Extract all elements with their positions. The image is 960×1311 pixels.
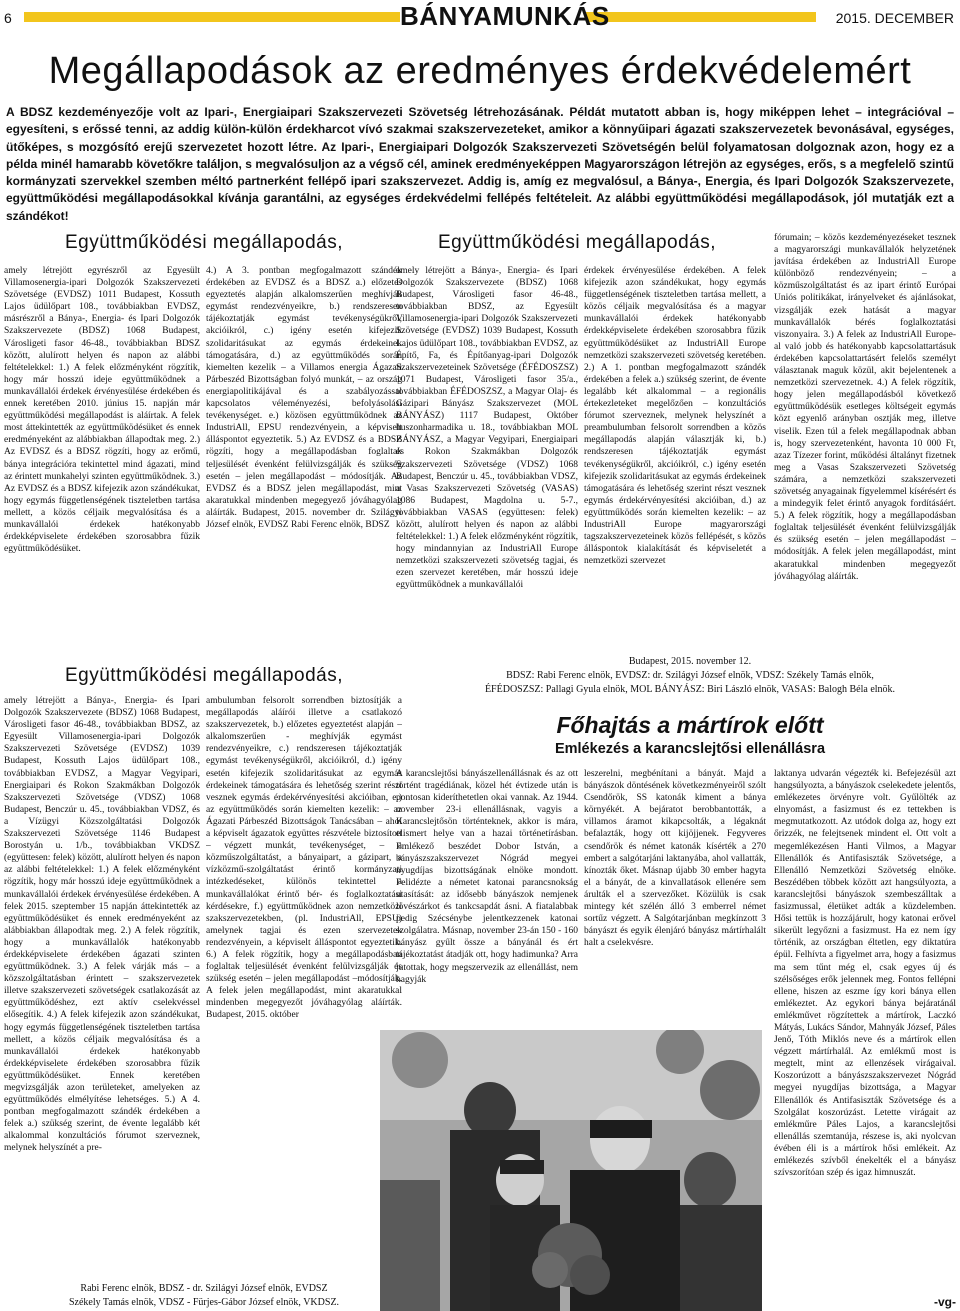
article-text-1: A karancslejtősi bányászellenállásnak és az ott történt tragédiának, közel hét évtizede után is pontosan kideríthetetlen okai vannak. Az 1944. november 23-i ellenállásnak, vagyis a Karancslejtősön történteknek, akkor is mára, elismert helye van a hazai történetírásban. Emlékező beszédet Dobor István, a bányászszakszervezet Nógrád megyei nyugdíjas bizottságának elnöke mondott. Felidézte a németet katonai parancsnokság utasítását: az idősebb bányászok nemjenek lövészárkot és tankcsapdát ásni. A fiatalabbak pedig Szécsénybe jelentkezzenek katonai szolgálatra. Másnap, november 23-án 150 - 160 bányász gyűlt össze a bányánál és ért tájékoztatást átadják ott, hogy hadimunka? Arra jutottak, hogy megszervezik az ellenállást, nem hagyják <box>396 769 578 985</box>
memorial-photo <box>380 1030 762 1311</box>
agreement3-text-1: amely létrejött a Bánya-, Energia- és Ipari Dolgozók Szakszervezete (BDSZ) 1068 Budapest, Városligeti fasor 46-48., továbbiakban BDSZ, az Egyesült Villamosenergia-ipari Dolgozók Szakszervezeti Szövetsége (EVDSZ) 1039 Budapest, Kossuth Lajos üdülőpart 108., továbbiakban EVDSZ, a Magyar Vegyipari, Energiaipari és Rokon Szakmákban Dolgozók Szakszervezeti Szövetsége (VDSZ) 1068 Budapest, Benczúr u. 45., továbbiakban VDSZ, és a Vízügyi Közszolgáltatási Dolgozók Szakszervezeti Szövetsége 1146 Budapest Borostyán u. 1/b., továbbiakban VKDSZ (együttesen: felek) között, alulírott helyen és napon az alábbi feltételekkel: 1.) A felek előzményként rögzítik, hogy már hosszú ideje együttműködnek a munkavállalói érdekek érvényesülése érdekében. A felek 2015. szeptember 15 napján áttekintették az együttműködésüket és ennek eredményeként az alábbiakban állapodtak meg. 2.) A felek rögzítik, hogy a munkavállalók hatékonyabb érdekképviselete érdekében ágazati szinten együttműködnek. 3.) A felek várják más – a közszolgáltatásban érintett – szakszervezetek illetve szakszervezeti szövetségek csatlakozását az együttműködéshez, ezt aktív cselekvéssel elősegítik. 4.) A felek kifejezik azon szándékukat, hogy egymás függetlenségének tiszteletben tartása mellett, a közös céljaik megvalósítása és a munkavállalói érdekek hatékonyabb érdekképviselete érdekében szorosabbra fűzik együttműködésüket. Ennek keretében megvizsgálják azon területeket, amelyeken az együttműködés elmélyítése lehetséges. 5.) A 4. pontban megfogalmazott szándék érdekében a felek a.) szükség szerint, de évente legalább két alkalommal konzultációs fórumot szerveznek, melynek helyszínét a pre- <box>4 696 200 1154</box>
page-header <box>0 0 960 40</box>
article-text-3: laktanya udvarán végezték ki. Befejezésül azt hangsúlyozta, a bányászok cselekedete jelentős, emlékezetes örvényre volt. Gyűlölték az elnyomást, a fasizmust és ez tettekben is megmutatkozott. Az utódok dolga az, hogy ezt őrizzék, ne felejtsenek mindent el. Ott volt a megemlékezésen Hanti Vilmos, a Magyar Ellenállók és Antifasiszták Szövetsége, a Ellenálló Nemzetközi Szövetség elnöke. Beszédében többek között azt hangsúlyozta, a karancslejtősi bányászok szembeszálltak a fasizmussal, életüket adták a küzdelemben. Hősi tettük is hozzájárult, hogy katonai erővel sikerült legyőzni a fasizmust. Ha ez nem így történik, az országban éltetlen, egy diktatúra épül. Felhívta a figyelmet arra, hogy a fasizmus ma sem tűnt még el, csak egyes új és szélsőséges erők jelennek meg. Fontos fellépni ellene, hiszen az eszme így kori bánya ellen emlékeztet. Az egykori bánya bejáratánál emlékművet rögzítettek a mártírok, Laczkó Mátyás, Lukács Sándor, Mahnyák József, Páles Jenő, Tóth Miklós neve és a mártírok ellen végzett mártírhalál. Az emlékmű most is megtelt, mint az ellenzések virágaival. Koszorúzott a bányászszakszervezet Nógrád megyei nyugdíjas bizottsága, a Magyar Ellenállók és Antifasiszták Szövetsége és a Szolgálat koszorúzást. Letette virágait az emlékműre Páles Lajos, a karancslejtősi ellenállás szemtanúja, részese is, aki nyolcvan évében éli is a mártírok hősi emlékeit. Az emlékezés szívből énekelték el a bányász szívszorítóan szép és igaz himnuszát. <box>774 769 956 1179</box>
agreement2-text-3: fórumain; – közös kezdeményezéseket tesznek a magyarországi munkavállalók helyzetének javítása érdekében az IndustriAll Europe különböző rendezvényein; – a közműszolgáltatást és az ipart érintő Európai Uniós politikákat, irányelveket és ajánlásokat, vizsgálják ezek hatását a magyar munkavállalók bérés foglalkoztatási viszonyaira. 3.) A felek az IndustriAll Europe-al való jobb és hatékonyabb kapcsolattartásuk érdekében kapcsolattartásért felelős személyt választanak maguk közül, akit bejelentenek a nemzetközi szervezetnek. 4.) A felek rögzítik, hogy jelen megállapodásból következő együttműködésük esetleges költségeit egymás közt egyenlő arányban osztják meg, illetve viselik. Ezen túl a felek megállapodnak abban is, hogy szervezetenként, havonta 10 000 Ft, azaz Tízezer forint, működési általányt fizetnek meg a Vasas Szakszervezeti Szövetség számára, a nemzetközi szakszervezeti szövetség anyagainak fígyelemmel kísérésért és a mindegyik felet érintő anyagok fordításáért. 5.) A felek rögzítik, hogy a megállapodásban foglaltak teljesülését évenként felülvizsgálják és szükség esetén – jelen megállapodást –módosítják. A felek jelen megállapodást, mint akaratukkal mindenben megegyezőt jóváhagyólag aláírták. <box>774 233 956 582</box>
article-text-2: leszerelni, megbénítani a bányát. Majd a bányászok döntésének következményeiről szólt Csendőrök, SS katonák kiment a bánya környékét. A bejáratot berobbantották, a villamos áramot kikapcsolták, a légaknát befalazták, hogy ott kijöjjenek. Fegyveres csendőrök és német katonák kísérték a 270 embert a salgótarjáni laktanyába, ahol vallatták, kínozták őket. Másnap újabb 30 ember hagyta el a bányát, de a kinvallatások ellenére sem árulták el a szervezőket. Közülük is csak mintegy két szélén álló 3 emberrel német sortűz végzett. A Salgótarjánban megkínzott 3 bányászt és egyik élenjáró bányász mártírhalált halt a cselekvésre. <box>584 769 766 949</box>
agreement3-title: Együttműködési megállapodás, <box>64 665 344 686</box>
photo-illustration <box>380 1030 762 1311</box>
agreement2-column-2 <box>584 265 766 650</box>
page-number-bottom: -vg- <box>934 1295 956 1309</box>
agreement2-column-1 <box>396 265 578 650</box>
agreement1-column-2 <box>206 265 402 650</box>
agreement1-text-2: 4.) A 3. pontban megfogalmazott szándék érdekében az EVDSZ és a BDSZ a.) előzetes egyeztetés alapján alkalomszerűen meghívják egymást rendezvényeikre, b.) rendszeresen tájékoztatják egymást tevékenységükről, akcióikról, c.) igény esetén kifejezik szolidaritásukat az egymás érdekeinek támogatására, d.) az együttműködés során kiemelten kezelik – a Villamos energia Ágazati Párbeszéd Bizottságban folyó munkát, – az ország energiapolitikájával és a szabályozással kapcsolatos véleményezési, befolyásolási tevékenységet. e.) közösen együttműködnek az IndustriAll, EPSU rendezvényein, a képviselt álláspontot egyeztetik. 5.) Az EVDSZ és a BDSZ rögzíti, hogy a megállapodásban foglaltak teljesülését évenként felülvizsgálják és szükség esetén – jelen megállapodást – módosítják. Az EVDSZ és a BDSZ jelen megállapodást, mint akaratukkal mindenben megegyező jóváhagyólag aláírták. Budapest, 2015. november dr. Szilágyi József elnök, EVDSZ Rabi Ferenc elnök, BDSZ <box>206 266 402 530</box>
agreement1-column-1 <box>4 265 200 650</box>
article-column-1 <box>396 768 578 1026</box>
issue-date: 2015. DECEMBER <box>835 10 954 26</box>
agreement3-text-2: ambulumban felsorolt sorrendben biztosítják a megállapodás aláírói illetve a csatlakozó szakszervezetek, b.) előzetes egyeztetést alapján – alkalomszerűen - meghívják egymást rendezvényeikre, c.) rendszeresen tájékoztatják egymást tevékenységükről, akcióikról, d.) igény esetén kifejezik szolidaritásukat az egymás érdekeinek támogatására és lehetőség szerint részt vesznek egymás érdekérvényesítési akcióiban, e.) az együttműködés során kiemelten kezelik: – az Ágazati Párbeszéd Bizottságok Tanácsában – ahol a képviselt ágazatok együttes részvétele biztosított – végzett munkát, tevékenységet, – a közműszolgáltatást, a bányaipart, a gázipart, a vízközmű-szolgáltatást érintő kormányzati intézkedéseket, különös tekintettel a munkavállalókat érintő bér- és foglalkoztatási kérdésekre, f.) együttműködnek azon nemzetközi szakszervezetekben, (pl. IndustriAll, EPSU) amelynek tagjai és ezen szervezetek rendezvényein, a képviselt álláspontot egyeztetik. 6.) A felek rögzítik, hogy a megállapodásban foglaltak teljesülését évenként felülvizsgálják és szükség esetén – jelen megállapodást –módosítják. A felek jelen megállapodást, mint akaratukkal mindenben megegyezőt jóváhagyólag aláírták. Budapest, 2015. október <box>206 696 402 1021</box>
agreement2-signature-line-2: ÉFÉDOSZSZ: Pallagi Gyula elnök, MOL BÁNYÁSZ: Biri László elnök, VASAS: Balogh Béla elnök. <box>484 684 896 695</box>
article-title: Főhajtás a mártírok előtt <box>556 712 824 738</box>
agreement1-title: Együttműködési megállapodás, <box>64 232 344 253</box>
agreement2-column-3 <box>774 232 956 652</box>
article-column-2 <box>584 768 766 1026</box>
newspaper-logo: BÁNYAMUNKÁS <box>400 1 610 31</box>
agreement3-signature-line-2: Székely Tamás elnök, VDSZ - Fürjes-Gábor József elnök, VKDSZ. <box>68 1297 340 1308</box>
main-title: Megállapodások az eredményes érdekvédelemért <box>48 50 912 92</box>
article-subtitle: Emlékezés a karancslejtősi ellenállásra <box>554 741 826 757</box>
page-number: 6 <box>4 10 12 26</box>
agreement2-text-2: érdekek érvényesülése érdekében. A felek kifejezik azon szándékukat, hogy egymás függetlenségének tiszteletben tartása mellett, a közös céljaik megvalósítása és a magyar munkavállalói érdekek hatékonyabb érdekképviselete érdekében szorosabbra fűzik együttműködésüket az IndustriAll Europe nemzetközi szakszervezeti szövetség keretében. 2.) A 1. pontban megfogalmazott szándék érdekében a felek a.) szükség szerint, de évente legalább két alkalommal – a regionális értekezleteket megelőzően – konzultációs fórumot szerveznek, melynek helyszínét a preambulumban felsorolt sorrendben a közös megállapodás alapján választják ki, b.) rendszeresen tájékoztatják egymást tevékenységükről, akcióikról, c.) igény esetén kifejezik szolidaritásukat az egymás érdekeinek támogatására és lehetőség szerint részt vesznek egymás érdekérvényesítési akcióiban, d.) az együttműködés során kiemelten kezelik: – az IndustriAll Europe magyarországi tagszakszervezeteinek közös fellépését, s közös álláspontok kialakítását és képviseletét a nemzetközi szervezet <box>584 266 766 567</box>
agreement3-signature-line-1: Rabi Ferenc elnök, BDSZ - dr. Szilágyi József elnök, EVDSZ <box>80 1283 328 1294</box>
agreement2-signature-date: Budapest, 2015. november 12. <box>628 656 752 667</box>
agreement1-text-1: amely létrejött egyrészről az Egyesült Villamosenergia-ipari Dolgozók Szakszervezeti Szövetsége (EVDSZ) 1011 Budapest, Kossuth Lajos üdülőpart 108., továbbiakban EVDSZ, másrészről a Bánya-, Energia- és Ipari Dolgozók Szakszervezete (BDSZ) 1068 Budapest, Városligeti fasor 46-48., továbbiakban BDSZ között, alulírott helyen és napon az alábbi feltételekkel: 1.) A felek előzményként rögzítik, hogy már hosszú ideje együttműködnek a munkavállalói érdekek érvényesülése érdekében és ennek keretében 2010. június 15. napján már együttműködési megállapodást is aláírtak. A felek most áttekintették az együttműködésüket és ennek eredményeként az alábbiakban állapodtak meg. 2.) Az EVDSZ és a BDSZ rögzíti, hogy az erőmű, bánya integrációra tekintettel mind ágazati, mind az érintett munkahelyi szinten együttműködnek. 3.) Az EVDSZ és a BDSZ kifejezik azon szándékukat, hogy egymás függetlenségének tiszteletben tartása mellett, a közös céljaik megvalósítása és a munkavállalói érdekek hatékonyabb érdekképviselete érdekében szorosabbra fűzik együttműködésüket. <box>4 266 200 555</box>
lead-paragraph: A BDSZ kezdeményezője volt az Ipari-, Energiaipari Szakszervezeti Szövetség létrehozásának. Példát mutatott abban is, hogy miképpen lehet – integrációval – egyesíteni, s erőssé tenni, az addig külön-külön érdekharcot vívó szakmai szakszervezeteket, amikor a könnyűipari ágazati szakszervezetek bevonásával, egységes, ütőképes, s mozgósító erejű szervezetet hozott létre. Az Ipari-, Energiaipari Dolgozók Szakszervezeti Szövetségén belül folyamatosan dolgoznak azon, hogy ez a példa minél hamarabb követőkre találjon, s megvalósuljon az a végső cél, aminek eredményeképpen Magyarországon létrejön az egységes, erős, s a megfelelő szintű kormányzati szervekkel szemben méltó partnerként fellépő ipari szakszervezet. Addig is, amíg ez megvalósul, a Bánya-, Energia, és Ipari Dolgozók Szakszervezete, együttműködési megállapodásokkal kívánja garantálni, az egységes érdekvédelmi fellépés feltételeit. Az alábbi együttműködési megállapodások, jól mutatják ezt a szándékot! <box>6 105 954 223</box>
agreement2-signature-line-1: BDSZ: Rabi Ferenc elnök, EVDSZ: dr. Szilágyi József elnök, VDSZ: Székely Tamás elnök, <box>506 670 874 681</box>
agreement3-column-1 <box>4 695 200 1277</box>
article-column-3 <box>774 768 956 1298</box>
agreement2-text-1: amely létrejött a Bánya-, Energia- és Ipari Dolgozók Szakszervezete (BDSZ) 1068 Budapest, Városligeti fasor 46-48., továbbiakban BDSZ, az Egyesült Villamosenergia-ipari Dolgozók Szakszervezeti Szövetsége (EVDSZ) 1039 Budapest, Kossuth Lajos üdülőpart 108., továbbiakban EVDSZ, az Építő, Fa, és Építőanyag-ipari Dolgozók Szakszervezeteinek Szövetsége (ÉFÉDOSZSZ) 1071 Budapest, Városligeti fasor 35/a., továbbiakban ÉFÉDOSZSZ, a Magyar Olaj- és Gázipari Bányász Szakszervezet (MOL BÁNYÁSZ) 1117 Budapest, Október huszonharmadika u. 18., továbbiakban MOL BÁNYÁSZ, a Magyar Vegyipari, Energiaipari és Rokon Szakmákban Dolgozók Szakszervezeti Szövetsége (VDSZ) 1068 Budapest, Benczúr u. 45., továbbiakban VDSZ, a Vasas Szakszervezeti Szövetség (VASAS) 1086 Budapest, Magdolna u. 5-7., továbbiakban VASAS (együttesen: felek) között, alulírott helyen és napon az alábbi feltételekkel: 1.) A felek előzményként rögzítik, hogy mindannyian az IndustriAll Europe nemzetközi szakszervezeti szövetség tagjai, és ezen szervezet keretében, már hosszú ideje együttműködnek a munkavállalói <box>396 266 578 591</box>
agreement2-title: Együttműködési megállapodás, <box>437 232 717 253</box>
agreement3-column-2 <box>206 695 402 1277</box>
